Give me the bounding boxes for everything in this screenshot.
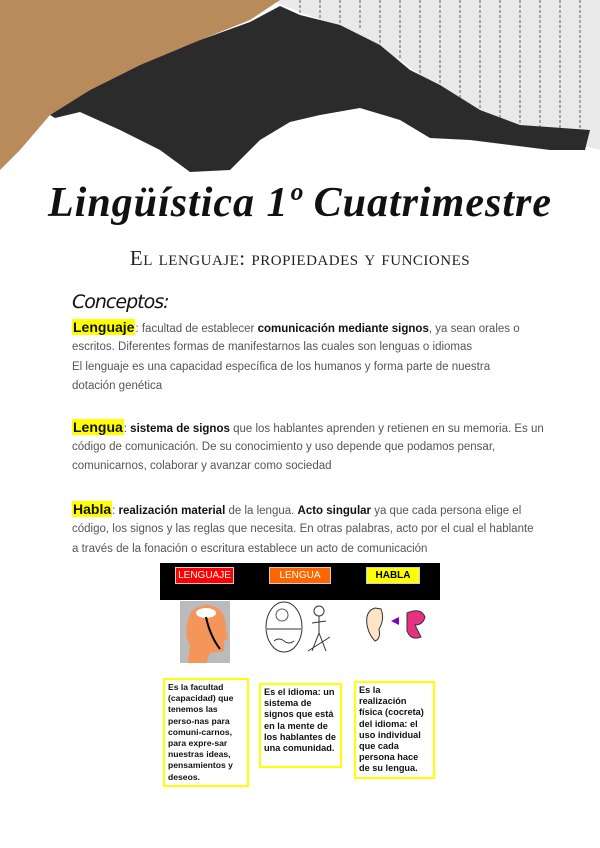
text: de la lengua. — [225, 505, 298, 517]
document-title: Lingüística 1º Cuatrimestre — [48, 180, 552, 226]
text: El lenguaje es una capacidad específica de los humanos y forma parte de nuestra — [72, 361, 491, 373]
bold-text: realización material — [118, 505, 226, 517]
head-brain-icon — [180, 601, 230, 663]
text: escritos. Diferentes formas de manifestarnos las cuales son lenguas o idiomas — [72, 341, 473, 353]
text: código, los signos y las reglas que necesita. En otras palabras, acto por el cual el hablante — [72, 523, 534, 535]
concept-habla-line — [72, 500, 521, 520]
text: ya que cada persona elige el — [371, 505, 522, 517]
diagram-lenguaje-lengua-habla — [160, 563, 440, 793]
text: : — [112, 505, 119, 517]
label-lenguaje: LENGUAJE — [175, 567, 234, 584]
bold-text: Acto singular — [297, 505, 372, 517]
highlighted-term: Lengua — [73, 419, 123, 435]
text: a través de la fonación o escritura establece un acto de comunicación — [72, 543, 428, 555]
concept-lenguaje-line — [72, 318, 520, 338]
bold-text: comunicación mediante signos — [257, 323, 429, 335]
text: , ya sean orales o — [428, 323, 520, 335]
concepts-heading: Conceptos: — [72, 291, 169, 313]
highlighted-term: Habla — [73, 501, 112, 517]
sign-concept-drawing-icon — [264, 601, 340, 653]
concept-lengua-line — [72, 418, 544, 438]
bold-text: sistema de signos — [130, 423, 230, 435]
label-lengua: LENGUA — [269, 567, 331, 584]
concept-habla-line — [72, 520, 534, 538]
label-habla: HABLA — [366, 567, 420, 584]
ear-mouth-speech-icon — [365, 603, 427, 645]
text: dotación genética — [72, 380, 163, 392]
text: : facultad de establecer — [135, 323, 258, 335]
description-box-lengua: Es el idioma: un sistema de signos que está en la mente de los hablantes de una comunidad. — [259, 683, 342, 768]
concept-lenguaje-line — [72, 358, 490, 376]
document-subtitle: El lenguaje: propiedades y funciones — [129, 246, 471, 270]
concept-lenguaje-line — [72, 338, 472, 356]
highlighted-term: Lenguaje — [73, 319, 135, 335]
header-collage — [0, 0, 600, 175]
text: comunicarnos, colaborar y avanzar como sociedad — [72, 460, 332, 472]
description-box-habla: Es la realización física (cocreta) del idioma: el uso individual que cada persona hace de su lengua. — [354, 681, 435, 779]
concept-habla-line — [72, 540, 427, 558]
concept-lengua-line — [72, 438, 495, 456]
concept-lenguaje-line — [72, 377, 162, 395]
text: código de comunicación. De su conocimiento y uso depende que podamos pensar, — [72, 441, 496, 453]
concept-lengua-line — [72, 457, 332, 475]
description-box-lenguaje: Es la facultad (capacidad) que tenemos las perso-nas para comuni-carnos, para expre-sar nuestras ideas, pensamientos y deseos. — [163, 678, 249, 787]
text: que los hablantes aprenden y retienen en su memoria. Es un — [229, 423, 544, 435]
text: : — [123, 423, 131, 435]
